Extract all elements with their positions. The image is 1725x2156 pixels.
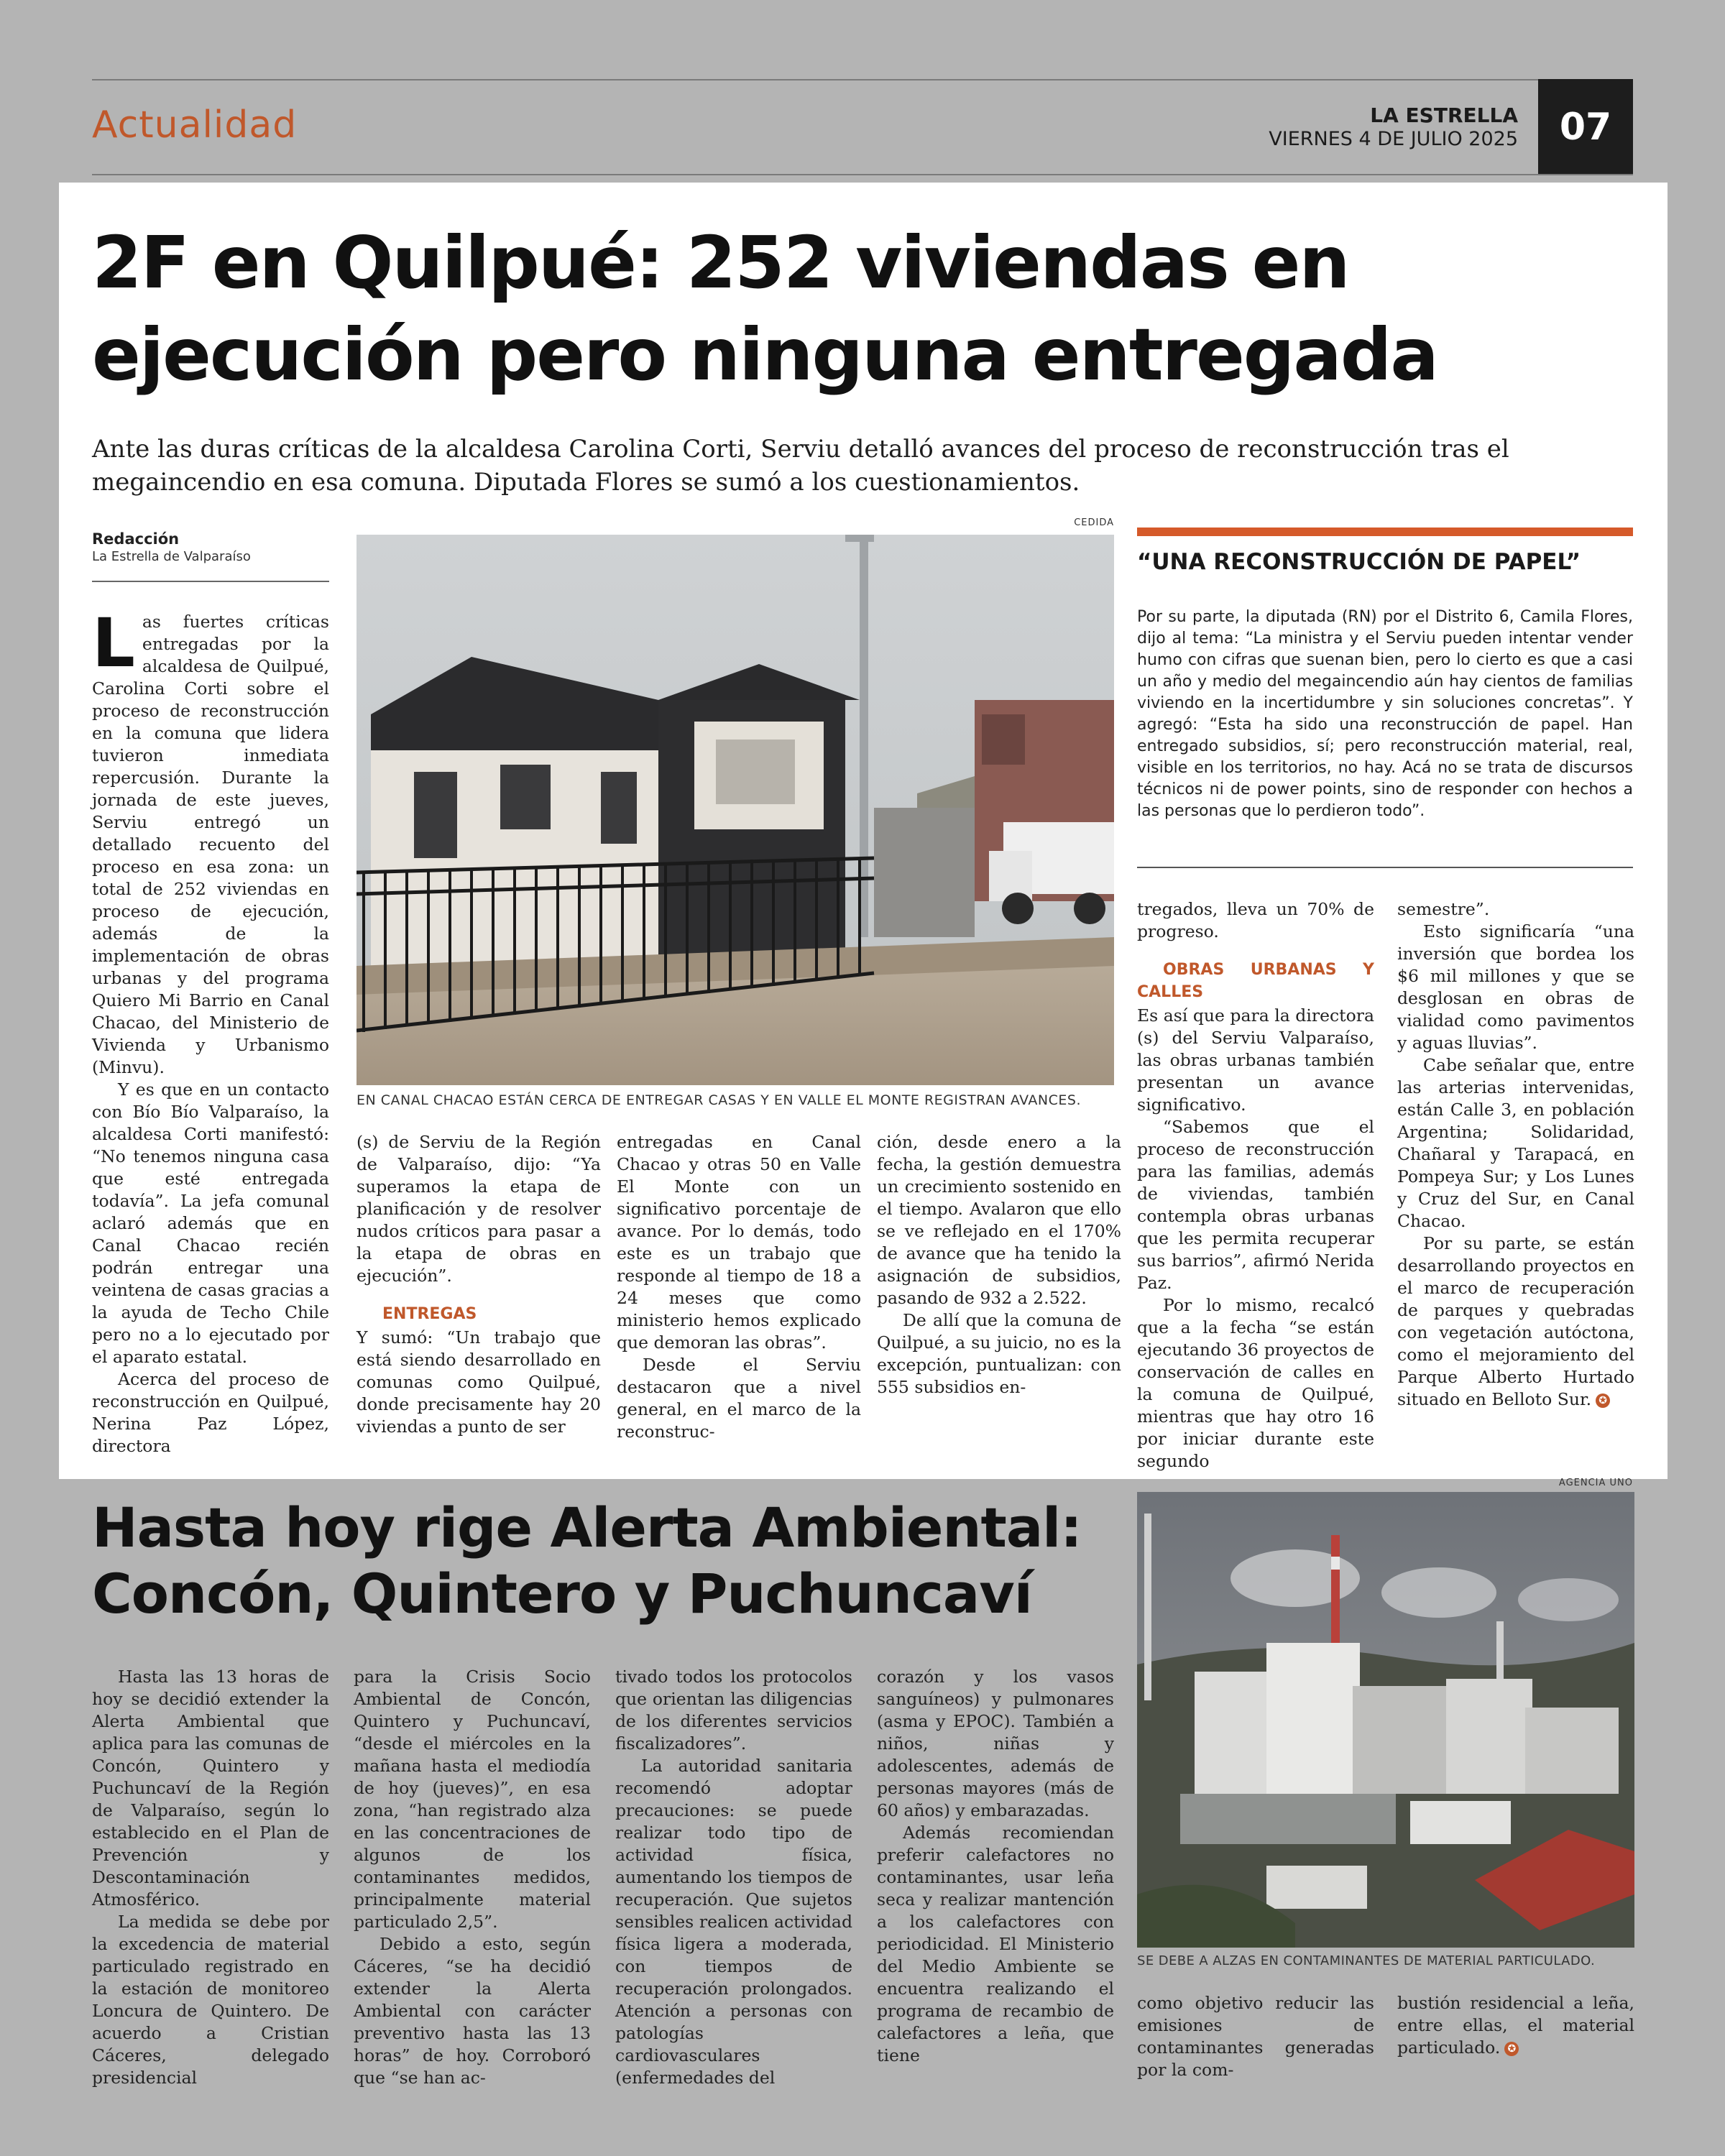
article-paragraph: semestre”. bbox=[1397, 899, 1490, 919]
article-paragraph: entregadas en Canal Chacao y otras 50 en Valle El Monte con un significativo porcentaje de avance. Por lo demás, todo este es un trabajo que responde al tiempo de 18 a 24 meses que como ministerio hemos explicado que demoran las obras”. bbox=[617, 1132, 861, 1353]
subhead-entregas: ENTREGAS bbox=[382, 1305, 477, 1323]
header-rule-top bbox=[92, 79, 1633, 80]
article-paragraph bbox=[1397, 1992, 1634, 2059]
article-paragraph bbox=[92, 604, 329, 1079]
article2-column-1 bbox=[92, 1666, 329, 2089]
article-paragraph: Acerca del proceso de reconstrucción en Quilpué, Nerina Paz López, directora bbox=[92, 1369, 329, 1456]
article-paragraph: La autoridad sanitaria recomendó adoptar precauciones: se puede realizar todo tipo de actividad física, aumentando los tiempos de recuperación. Que sujetos sensibles realicen actividad física ligera a moderada, con tiempos de recuperación prolongados. Atención a personas con patologías cardiovasculares (enfermedades del bbox=[615, 1756, 852, 2088]
article-column-5 bbox=[1137, 898, 1374, 1473]
article-column-2 bbox=[356, 1131, 601, 1438]
article-column-1 bbox=[92, 604, 329, 1457]
sidebar-accent-bar bbox=[1137, 528, 1633, 536]
article-paragraph: “Sabemos que el proceso de reconstrucción para las familias, además de viviendas, también contempla obras urbanas que les permita recuperar sus barrios”, afirmó Nerida Paz. bbox=[1137, 1117, 1374, 1293]
article-paragraph: corazón y los vasos sanguíneos) y pulmonares (asma y EPOC). También a niños, niñas y adolescentes, además de personas mayores (más de 60 años) y embarazadas. bbox=[877, 1667, 1114, 1820]
article-paragraph bbox=[1397, 1233, 1634, 1411]
article-column-3 bbox=[617, 1131, 861, 1443]
header-rule-bottom bbox=[92, 174, 1633, 175]
industrial-photo bbox=[1137, 1492, 1634, 1948]
article2-column-4 bbox=[877, 1666, 1114, 2067]
end-mark-icon: ✪ bbox=[1596, 1393, 1610, 1408]
page-header bbox=[92, 79, 1633, 177]
article-paragraph: Debido a esto, según Cáceres, “se ha decidió extender la Alerta Ambiental con carácter preventivo hasta las 13 horas” de hoy. Corroboró que “se han ac- bbox=[354, 1934, 591, 2088]
photo-credit: AGENCIA UNO bbox=[1558, 1478, 1633, 1488]
paragraph-text: bustión residencial a leña, entre ellas, el material particulado. bbox=[1397, 1993, 1634, 2058]
article-paragraph: para la Crisis Socio Ambiental de Concón, Quintero y Puchuncaví, “desde el miércoles en la mañana hasta el mediodía de hoy (jueves)”, en esa zona, “han registrado alza en las concentraciones de algunos de los contaminantes medidos, principalmente material particulado 2,5”. bbox=[354, 1667, 591, 1932]
subhead-obras-urbanas: OBRAS URBANAS Y CALLES bbox=[1137, 961, 1374, 1001]
article2-column-2 bbox=[354, 1666, 591, 2089]
paragraph-text: as fuertes críticas entregadas por la alcaldesa de Quilpué, Carolina Corti sobre el proceso de reconstrucción en la comuna que lidera tuvieron inmediata repercusión. Durante la jornada de este jueves, Serviu entregó un detallado recuento del proceso en esa zona: un total de 252 viviendas en proceso de ejecución, además de la implementación de obras urbanas y del programa Quiero Mi Barrio en Canal Chacao, del Ministerio de Vivienda y Urbanismo (Minvu). bbox=[92, 612, 329, 1077]
paper-date: VIERNES 4 DE JULIO 2025 bbox=[1269, 128, 1518, 150]
article-paragraph: Además recomiendan preferir calefactores no contaminantes, usar leña seca y realizar mantención a los calefactores con periodicidad. El Ministerio del Medio Ambiente se encuentra realizando el programa de recambio de calefactores a leña, que tiene bbox=[877, 1823, 1114, 2065]
article-column-6 bbox=[1397, 898, 1634, 1411]
photo-credit: CEDIDA bbox=[1074, 517, 1114, 528]
drop-cap: L bbox=[92, 604, 135, 683]
industrial-photo-illustration bbox=[1137, 1492, 1634, 1948]
article2-column-5 bbox=[1137, 1992, 1374, 2081]
article-paragraph: tregados, lleva un 70% de progreso. bbox=[1137, 899, 1374, 941]
article-headline: 2F en Quilpué: 252 viviendas en ejecución pero ninguna entregada bbox=[92, 221, 1438, 397]
article-paragraph: Es así que para la directora (s) del Serviu Valparaíso, las obras urbanas también presentan un avance significativo. bbox=[1137, 1005, 1374, 1115]
main-article bbox=[59, 183, 1668, 1479]
byline bbox=[92, 530, 329, 564]
article-paragraph: Desde el Serviu destacaron que a nivel general, en el marco de la reconstruc- bbox=[617, 1355, 861, 1442]
article2-column-6 bbox=[1397, 1992, 1634, 2059]
byline-name: Redacción bbox=[92, 530, 180, 548]
page-number: 07 bbox=[1538, 79, 1633, 175]
article-deck: Ante las duras críticas de la alcaldesa Carolina Corti, Serviu detalló avances del proceso de reconstrucción tras el megaincendio en esa comuna. Diputada Flores se sumó a los cuestionamientos. bbox=[92, 435, 1509, 497]
article-paragraph: Y es que en un contacto con Bío Bío Valparaíso, la alcaldesa Corti manifestó: “No tenemos ninguna casa que esté entregada todavía”. La jefa comunal aclaró además que en Canal Chacao recién podrán entregar una veintena de casas gracias a la ayuda de Techo Chile pero no a lo ejecutado por el aparato estatal. bbox=[92, 1079, 329, 1367]
article-paragraph: como objetivo reducir las emisiones de contaminantes generadas por la com- bbox=[1137, 1993, 1374, 2080]
byline-rule bbox=[92, 581, 329, 582]
article-paragraph: Esto significaría “una inversión que bordea los $6 mil millones y que se desglosan en obras de vialidad como pavimentos y aguas lluvias”. bbox=[1397, 921, 1634, 1053]
article-paragraph: (s) de Serviu de la Región de Valparaíso, dijo: “Ya superamos la etapa de planificación y de resolver nudos críticos para pasar a la etapa de obras en ejecución”. bbox=[356, 1132, 601, 1286]
article-paragraph: Y sumó: “Un trabajo que está siendo desarrollado en comunas como Quilpué, donde precisamente hay 20 viviendas a punto de ser bbox=[356, 1327, 601, 1437]
article2-column-3 bbox=[615, 1666, 852, 2089]
sidebar-body: Por su parte, la diputada (RN) por el Distrito 6, Camila Flores, dijo al tema: “La ministra y el Serviu pueden intentar vender humo con cifras que suenan bien, pero lo cierto es que a casi un año y medio del megaincendio aún hay cientos de familias viviendo en la incertidumbre y sin soluciones concretas”. Y agregó: “Esta ha sido una reconstrucción de papel. Han entregado subsidios, sí; pero reconstrucción material, real, visible en los territorios, no hay. Acá no se trata de discursos técnicos ni de power points, sino de responder con hechos a las personas que lo perdieron todo”. bbox=[1137, 608, 1633, 820]
housing-photo bbox=[356, 535, 1114, 1085]
article2-headline: Hasta hoy rige Alerta Ambiental: Concón, Quintero y Puchuncaví bbox=[92, 1496, 1082, 1626]
photo-caption: SE DEBE A ALZAS EN CONTAMINANTES DE MATERIAL PARTICULADO. bbox=[1137, 1953, 1596, 1968]
sidebar-rule bbox=[1137, 867, 1633, 868]
end-mark-icon: ✪ bbox=[1504, 2042, 1519, 2056]
article-paragraph: La medida se debe por la excedencia de material particulado registrado en la estación de monitoreo Loncura de Quintero. De acuerdo a Cristian Cáceres, delegado presidencial bbox=[92, 1912, 329, 2088]
article-paragraph: Por lo mismo, recalcó que a la fecha “se están ejecutando 36 proyectos de conservación de calles en la comuna de Quilpué, mientras que hay otro 16 por iniciar durante este segundo bbox=[1137, 1295, 1374, 1471]
byline-org: La Estrella de Valparaíso bbox=[92, 549, 251, 564]
sidebar-title: “UNA RECONSTRUCCIÓN DE PAPEL” bbox=[1137, 549, 1581, 575]
article-paragraph: ción, desde enero a la fecha, la gestión demuestra un crecimiento sostenido en el tiempo. Avalaron que ello se ve reflejado en el 170% de avance que ha tenido la asignación de subsidios, pasando de 932 a 2.522. bbox=[877, 1132, 1121, 1308]
paragraph-text: Por su parte, se están desarrollando proyectos en el marco de recuperación de parques y quebradas con vegetación autóctona, como el mejoramiento del Parque Alberto Hurtado situado en Belloto Sur. bbox=[1397, 1233, 1634, 1409]
article-paragraph: tivado todos los protocolos que orientan las diligencias de los diferentes servicios fiscalizadores”. bbox=[615, 1667, 852, 1754]
article-paragraph: Cabe señalar que, entre las arterias intervenidas, están Calle 3, en población Argentina; Solidaridad, Chañaral y Tarapacá, en Pompeya Sur; y Los Lunes y Cruz del Sur, en Canal Chacao. bbox=[1397, 1055, 1634, 1231]
article-column-4 bbox=[877, 1131, 1121, 1399]
paper-name: LA ESTRELLA bbox=[1370, 103, 1518, 127]
article-paragraph: De allí que la comuna de Quilpué, a su juicio, no es la excepción, puntualizan: con 555 subsidios en- bbox=[877, 1310, 1121, 1397]
housing-photo-illustration bbox=[356, 535, 1114, 1085]
article-paragraph: Hasta las 13 horas de hoy se decidió extender la Alerta Ambiental que aplica para las comunas de Concón, Quintero y Puchuncaví de la Región de Valparaíso, según lo establecido en el Plan de Prevención y Descontaminación Atmosférico. bbox=[92, 1667, 329, 1909]
photo-caption: EN CANAL CHACAO ESTÁN CERCA DE ENTREGAR CASAS Y EN VALLE EL MONTE REGISTRAN AVANCES. bbox=[356, 1092, 1081, 1108]
section-name: Actualidad bbox=[92, 103, 298, 147]
